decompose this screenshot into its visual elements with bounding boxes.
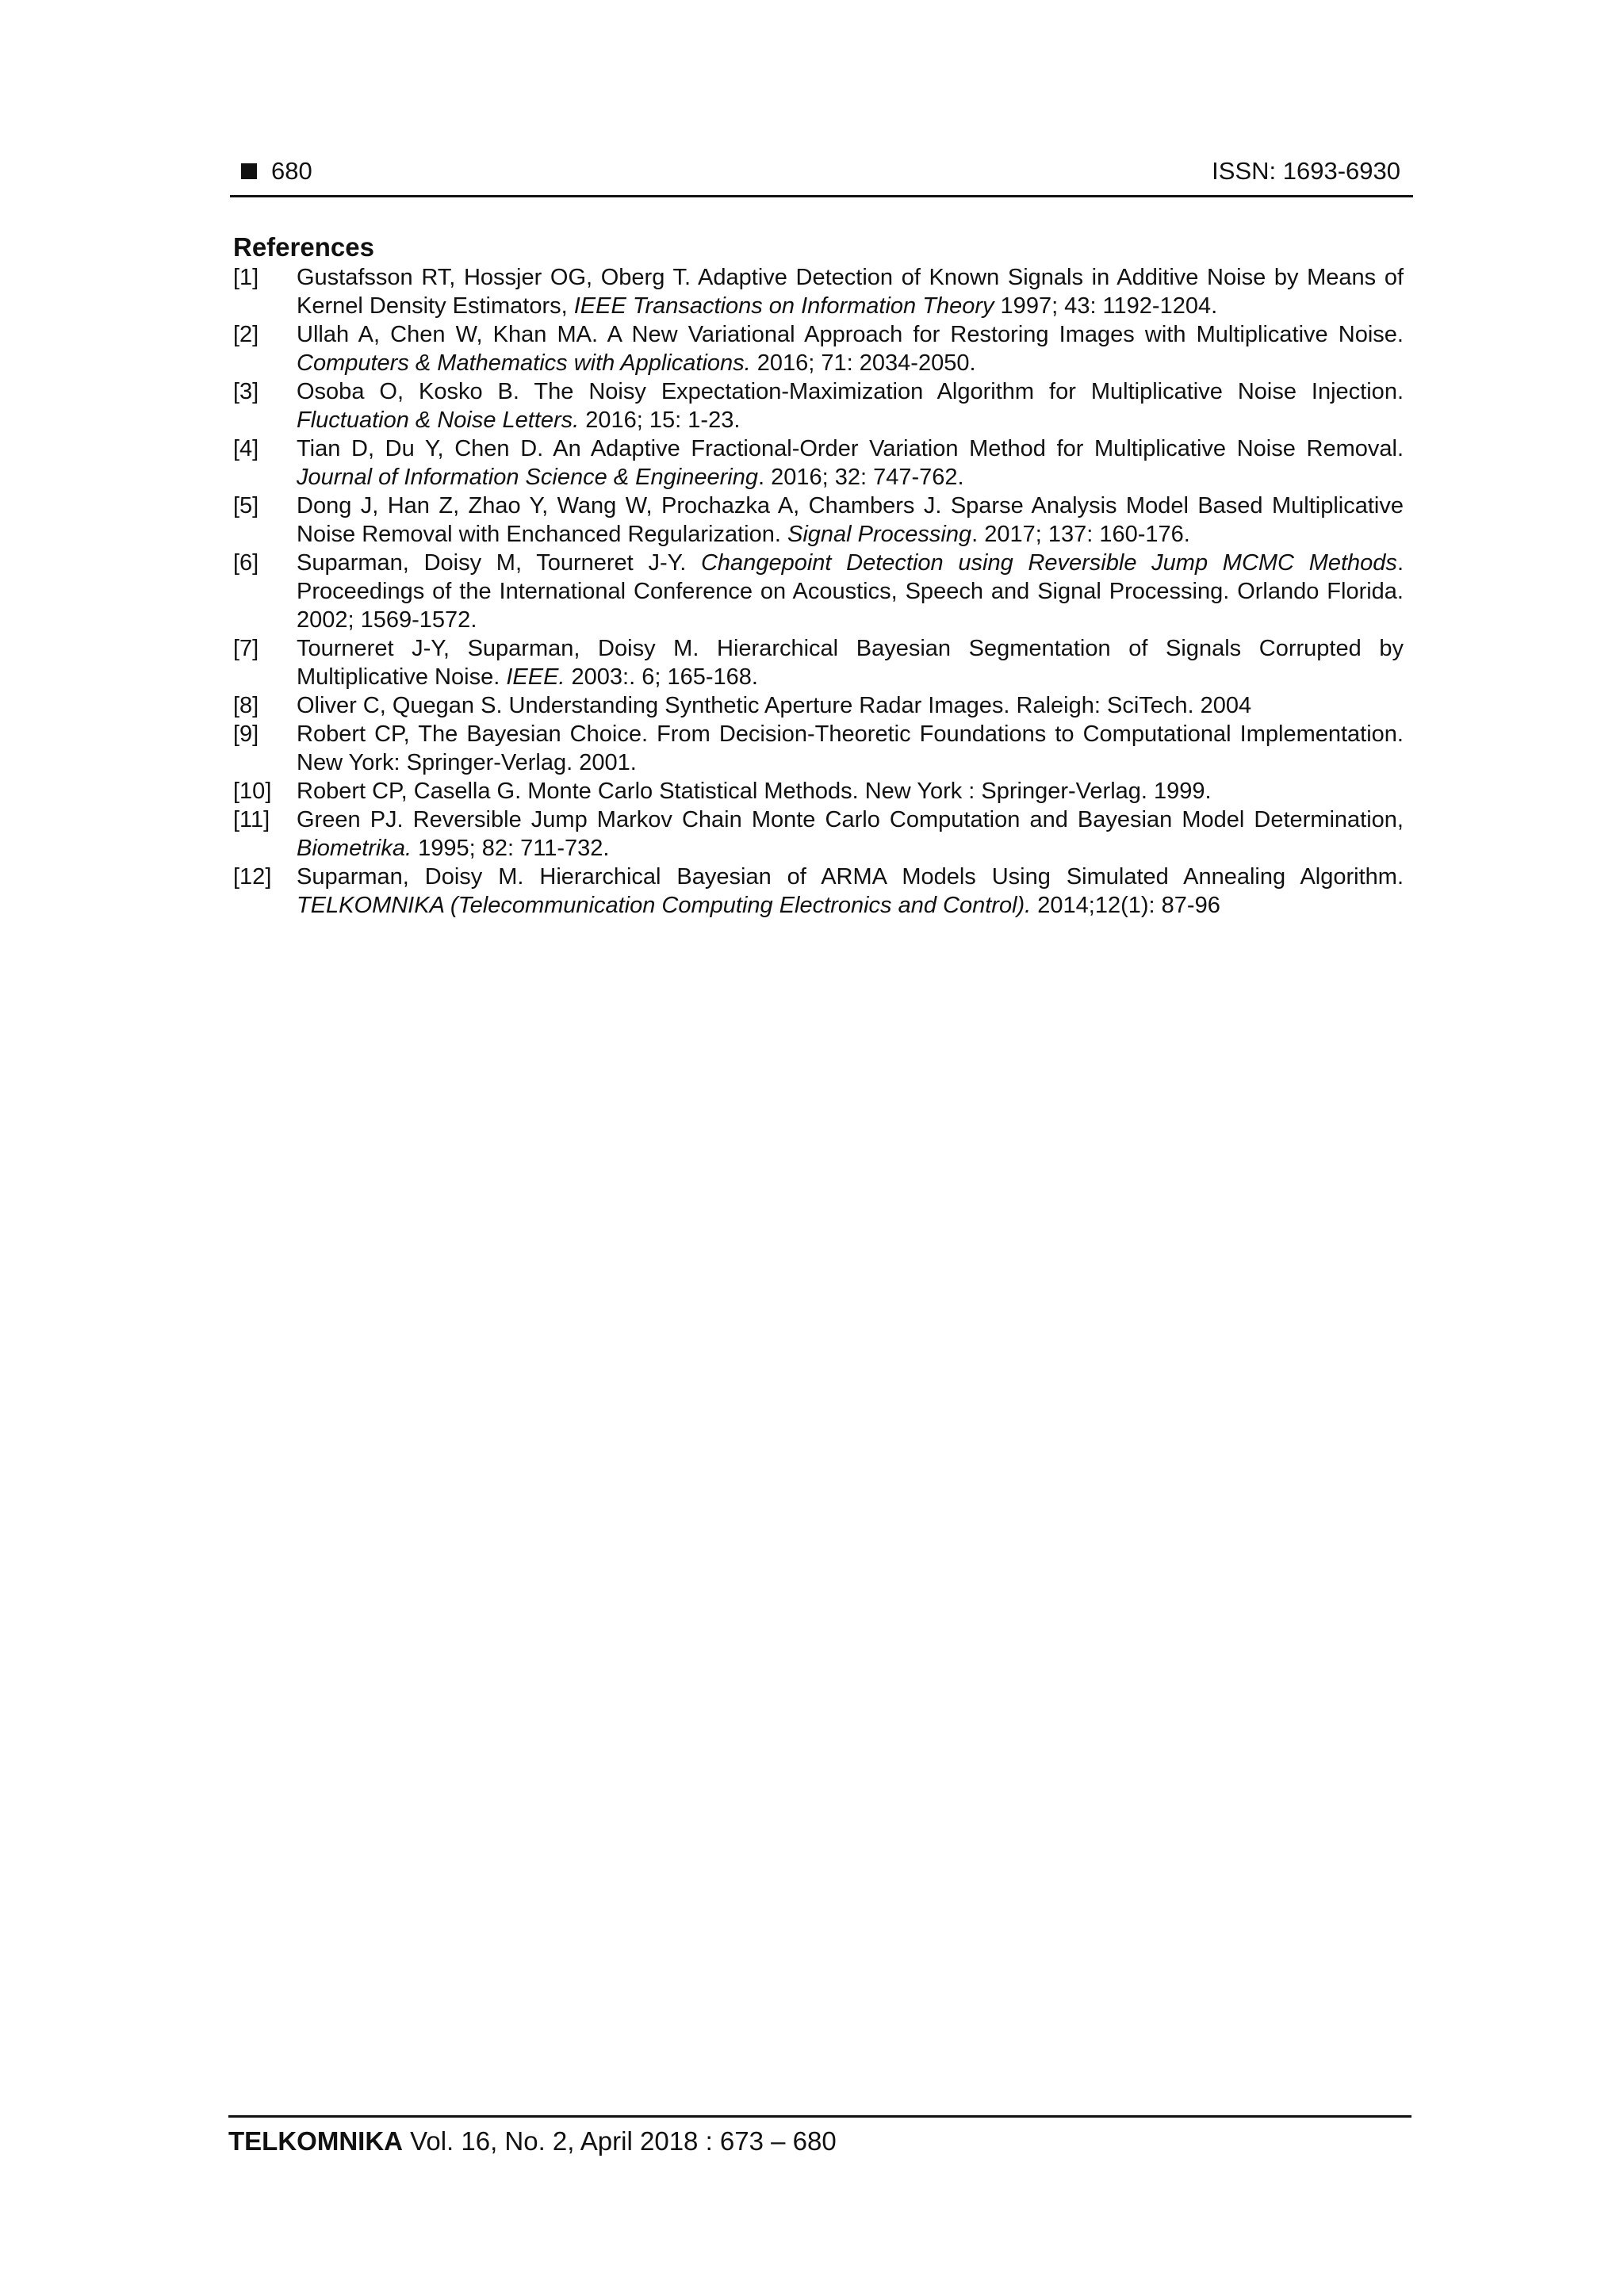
reference-item — [233, 777, 1404, 806]
reference-source-title: IEEE. — [506, 664, 565, 690]
reference-text-segment: Oliver C, Quegan S. Understanding Synthetic Aperture Radar Images. Raleigh: SciTech. 2004 — [297, 693, 1252, 718]
reference-text-segment: 2016; 71: 2034-2050. — [750, 350, 976, 376]
reference-text-segment: 2014;12(1): 87-96 — [1031, 893, 1220, 918]
reference-item — [233, 263, 1404, 320]
reference-source-title: IEEE Transactions on Information Theory — [573, 293, 994, 319]
reference-text-segment: Tian D, Du Y, Chen D. An Adaptive Fractional-Order Variation Method for Multiplicative Noise Removal. — [297, 436, 1404, 461]
reference-text-segment: Robert CP, Casella G. Monte Carlo Statistical Methods. New York : Springer-Verlag. 1999. — [297, 779, 1212, 804]
reference-source-title: Signal Processing — [787, 522, 972, 547]
reference-text-segment: Gustafsson RT, Hossjer OG, Oberg T. Adaptive Detection of Known Signals in Additive Noise by Means of Kernel Density Estimators, — [297, 265, 1404, 319]
reference-text — [297, 807, 1404, 861]
reference-number: [7] — [233, 636, 259, 661]
reference-text — [297, 864, 1404, 918]
reference-text-segment: 2016; 15: 1-23. — [579, 408, 741, 433]
reference-text — [297, 322, 1404, 376]
footer-citation: Vol. 16, No. 2, April 2018 : 673 – 680 — [410, 2126, 837, 2156]
reference-number: [8] — [233, 693, 259, 718]
reference-number: [11] — [233, 807, 270, 832]
reference-item — [233, 434, 1404, 492]
reference-item — [233, 492, 1404, 549]
reference-number: [3] — [233, 379, 259, 404]
reference-text — [297, 493, 1404, 547]
reference-number: [12] — [233, 864, 272, 890]
reference-text — [297, 721, 1404, 775]
reference-number: [4] — [233, 436, 259, 461]
reference-text-segment: 1995; 82: 711-732. — [412, 836, 610, 861]
footer-journal-name: TELKOMNIKA — [228, 2126, 403, 2156]
reference-item — [233, 377, 1404, 434]
reference-item — [233, 863, 1404, 920]
reference-item — [233, 634, 1404, 691]
reference-text — [297, 550, 1404, 633]
reference-text-segment: 1997; 43: 1192-1204. — [994, 293, 1218, 319]
reference-text — [297, 693, 1251, 718]
references-section — [233, 232, 1404, 920]
reference-source-title: Biometrika. — [297, 836, 412, 861]
reference-number: [2] — [233, 322, 259, 347]
reference-number: [6] — [233, 550, 259, 576]
reference-text-segment: Ullah A, Chen W, Khan MA. A New Variational Approach for Restoring Images with Multiplicative Noise. — [297, 322, 1404, 347]
reference-number: [10] — [233, 779, 272, 804]
reference-text-segment: Dong J, Han Z, Zhao Y, Wang W, Prochazka A, Chambers J. Sparse Analysis Model Based Multiplicative Noise Removal with Enchanced Regularization. — [297, 493, 1404, 547]
reference-text-segment: . Proceedings of the International Conference on Acoustics, Speech and Signal Processing. Orlando Florida. 2002; 1569-1572. — [297, 550, 1404, 633]
reference-text-segment: 2003:. 6; 165-168. — [565, 664, 758, 690]
reference-text — [297, 379, 1404, 433]
header-page-number — [241, 155, 312, 187]
reference-item — [233, 806, 1404, 863]
reference-text-segment: Suparman, Doisy M. Hierarchical Bayesian of ARMA Models Using Simulated Annealing Algorithm. — [297, 864, 1404, 890]
reference-number: [1] — [233, 265, 259, 290]
reference-text — [297, 265, 1404, 319]
reference-number: [5] — [233, 493, 259, 519]
reference-text-segment: Robert CP, The Bayesian Choice. From Decision-Theoretic Foundations to Computational Implementation. New York: Springer-Verlag. 2001. — [297, 721, 1404, 775]
reference-item — [233, 320, 1404, 377]
reference-source-title: Journal of Information Science & Engineering — [297, 465, 758, 490]
reference-source-title: TELKOMNIKA (Telecommunication Computing Electronics and Control). — [297, 893, 1032, 918]
reference-item — [233, 720, 1404, 777]
reference-number: [9] — [233, 721, 259, 747]
footer-text — [228, 2124, 1411, 2159]
reference-text-segment: Osoba O, Kosko B. The Noisy Expectation-Maximization Algorithm for Multiplicative Noise Injection. — [297, 379, 1404, 404]
issn: ISSN: 1693-6930 — [1212, 157, 1400, 185]
reference-text — [297, 436, 1404, 490]
reference-text — [297, 779, 1212, 804]
reference-source-title: Computers & Mathematics with Applications. — [297, 350, 751, 376]
references-heading: References — [233, 232, 374, 262]
reference-text-segment: . 2016; 32: 747-762. — [757, 465, 964, 490]
reference-text-segment: Suparman, Doisy M, Tourneret J-Y. — [297, 550, 701, 576]
page-number: 680 — [271, 157, 312, 185]
reference-list — [233, 263, 1404, 920]
reference-source-title: Fluctuation & Noise Letters. — [297, 408, 580, 433]
footer-divider — [228, 2115, 1411, 2118]
reference-source-title: Changepoint Detection using Reversible Jump MCMC Methods — [700, 550, 1397, 576]
reference-text-segment: Green PJ. Reversible Jump Markov Chain Monte Carlo Computation and Bayesian Model Determination, — [297, 807, 1404, 832]
reference-item — [233, 549, 1404, 634]
page-footer — [228, 2115, 1411, 2159]
reference-item — [233, 691, 1404, 720]
reference-text-segment: Tourneret J-Y, Suparman, Doisy M. Hierarchical Bayesian Segmentation of Signals Corrupted by Multiplicative Noise. — [297, 636, 1404, 690]
reference-text-segment: . 2017; 137: 160-176. — [971, 522, 1190, 547]
square-bullet-icon — [241, 163, 257, 179]
header-divider — [230, 195, 1413, 197]
reference-text — [297, 636, 1404, 690]
page-header — [230, 155, 1413, 197]
